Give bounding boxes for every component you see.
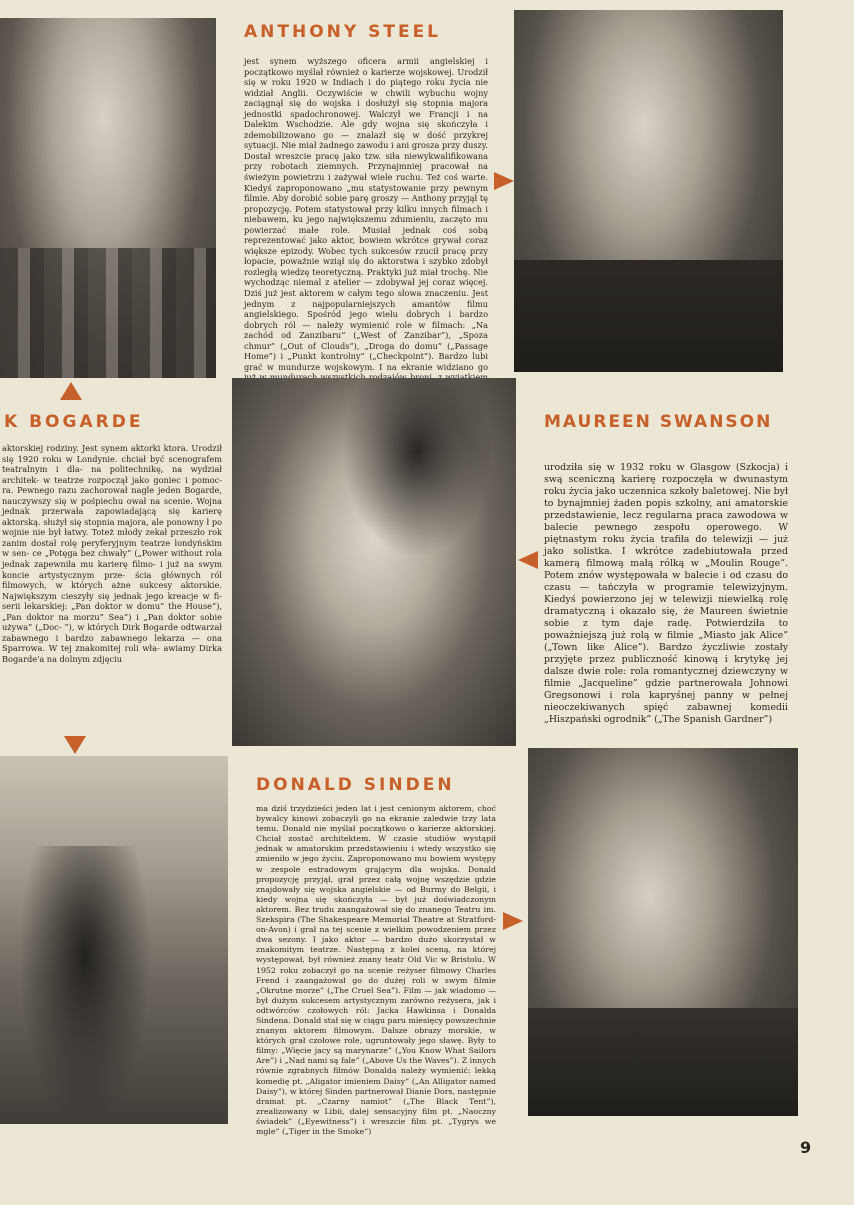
arrow-down-icon bbox=[64, 736, 86, 754]
arrow-left-icon bbox=[518, 551, 538, 569]
text-dirk-bogarde: aktorskiej rodziny. Jest synem aktorki ktora. Urodził się 1920 roku w Londynie. chciał być scenografem teatralnym i dla- na politechnikę, na wydział architek- w teatrze rozpoczął jako goniec i pomoc- ra. Pewnego razu zachorował nagle jeden Bogarde, nauczywszy się w pośpiechu ował na scenie. Wojna jednak przerwała zapowiadającą się karierę aktorską. służył się stopnia majora, ale ponowny ł po wojnie nie był łatwy. Toteż młody zekał przeszło rok zanim dostał rolę peryferyjnym teatrze londyńskim w sen- ce „Potęga bez chwały” („Power without rola jednak zapewniła mu karierę filmo- i już na swym koncie artystycznym prze- ścia głównych ról filmowych, w których ażne sukcesy aktorskie. Największym cieszyły się jednak jego kreacje w fi- serii lekarskiej: „Pan doktor w domu” the House”), „Pan doktor na morzu” Sea”) i „Pan doktor sobie używa” („Doc- ”), w których Dirk Bogarde odtwarzał zabawnego i bardzo zabawnego lekarza — ona Sparrowa. W tej znakomitej roli wła- awiamy Dirka Bogarde'a na dolnym zdjęciu bbox=[2, 443, 222, 664]
heading-donald-sinden: DONALD SINDEN bbox=[256, 775, 455, 795]
text-maureen-swanson: urodziła się w 1932 roku w Glasgow (Szkocja) i swą sceniczną karierę rozpoczęła w dwunastym roku życia jako uczennica szkoły baletowej. Nie był to bynajmniej żaden popis szkolny, ani amatorskie przedstawienie, lecz regularna praca zawodowa w balecie pewnego zespołu operowego. W piętnastym roku życia trafiła do telewizji — już jako solistka. I wkrótce zadebiutowała przed kamerą filmową małą rólką w „Moulin Rouge”. Potem znów występowała w balecie i od czasu do czasu — tańczyła w programie telewizyjnym. Kiedyś powierzono jej w telewizji niewielką rolę dramatyczną i okazało się, że Maureen świetnie sobie z tym daje radę. Potwierdziła to poważniejszą już rolą w filmie „Miasto jak Alice” („Town like Alice”). Bardzo życzliwie zostały przyjęte przez publiczność kinową i krytykę jej dalsze dwie role: rola romantycznej dziewczyny w filmie „Jacqueline” gdzie partnerowała Johnowi Gregsonowi i rola kapryśnej panny w pełnej nieoczekiwanych spięć zabawnej komedii „Hiszpański ogrodnik” („The Spanish Gardner”) bbox=[544, 462, 788, 725]
photo-dirk-bogarde-doctor bbox=[0, 756, 228, 1124]
text-anthony-steel: jest synem wyższego oficera armii angielskiej i początkowo myślał również o karierze wojskowej. Urodził się w roku 1920 w Indiach i do piątego roku życia nie widział Anglii. Oczywiście w chwili wybuchu wojny zaciągnął się do wojska i dosłużył się stopnia majora jednostki spadochronowej. Walczył we Francji i na Dalekim Wschodzie. Ale gdy wojna się skończyła i zdemobilizowano go — znalazł się w dość przykrej sytuacji. Nie miał żadnego zawodu i ani grosza przy duszy. Dostał wreszcie pracę jako tzw. siła niewykwalifikowana przy robotach ziemnych. Przynajmniej pracował na świeżym powietrzu i zażywał wiele ruchu. Też coś warte. Kiedyś zaproponowano „mu statystowanie przy pewnym filmie. Aby dorobić sobie parę groszy — Anthony przyjął tę propozycję. Potem statystował przy kilku innych filmach i niebawem, ku jego największemu zdumieniu, zaczęto mu powierzać małe role. Musiał jednak coś sobą reprezentować jako aktor, bowiem wkrótce grywał coraz większe epizody. Wobec tych sukcesów rzucił pracę przy łopacie, poważnie wziął się do aktorstwa i szybko zdobył rozległą wiedzę teoretyczną. Praktyki już miał trochę. Nie wychodząc niemal z atelier — zdobywał jej coraz więcej. Dziś już jest aktorem w całym tego słowa znaczeniu. Jest jednym z najpopularniejszych amantów filmu angielskiego. Spośród jego wielu dobrych i bardzo dobrych ról — należy wymienić role w filmach: „Na zachód od Zanzibaru” („West of Zanzibar”), „Spoza chmur” („Out of Clouds”), „Droga do domu” („Passage Home”) i „Punkt kontrolny” („Checkpoint”). Bardzo lubi grać w mundurze wojskowym. I na ekranie widziano go bbox=[244, 56, 488, 372]
heading-anthony-steel: ANTHONY STEEL bbox=[244, 22, 442, 42]
heading-dirk-bogarde: K BOGARDE bbox=[4, 412, 144, 432]
arrow-right-icon bbox=[494, 172, 514, 190]
photo-maureen-swanson bbox=[232, 378, 516, 746]
arrow-right-icon bbox=[503, 912, 523, 930]
arrow-up-icon bbox=[60, 382, 82, 400]
heading-maureen-swanson: MAUREEN SWANSON bbox=[544, 412, 773, 432]
photo-donald-sinden bbox=[528, 748, 798, 1116]
page-number: 9 bbox=[800, 1138, 812, 1157]
photo-dirk-bogarde-portrait bbox=[0, 18, 216, 378]
text-donald-sinden: ma dziś trzydzieści jeden lat i jest cenionym aktorem, choć bywalcy kinowi zobaczyli go na ekranie zaledwie trzy lata temu. Donald nie myślał początkowo o karierze aktorskiej. Chciał zostać architektem. W czasie studiów wystąpił jednak w amatorskim przedstawieniu i wtedy wszystko się zmieniło w jego życiu. Zaproponowano mu bowiem występy w zespole estradowym grającym dla wojska. Donald propozycję przyjął, grał przez całą wojnę wszędzie gdzie znajdowały się wojska angielskie — od Burmy do Belgii, i kiedy wojna się skończyła — był już doświadczonym aktorem. Bez trudu zaangażował się do znanego Teatru im. Szekspira (The Shakespeare Memorial Theatre at Stratford-on-Avon) i grał na tej scenie z wielkim powodzeniem przez dwa sezony. I jako aktor — bardzo dużo skorzystał w znakomitym teatrze. Następną z kolei sceną, na której występował, był również znany teatr Old Vic w Bristolu. W 1952 roku zobaczył go na scenie reżyser filmowy Charles Frend i zaangażował go do dużej roli w swym filmie „Okrutne morze” („The Cruel Sea”). Film — jak wiadomo — był dużym sukcesem artystycznym zarówno reżysera, jak i odtwórców czołowych ról: Jacka Hawkinsa i Donalda Sindena. Donald stał się w ciągu paru miesięcy powszechnie znanym aktorem filmowym. Dalsze obrazy morskie, w których grał czołowe role, ugruntowały jego sławę. Były to filmy: „Więcie jacy są marynarze” („You Know What Sailors Are”) i „Nad nami są fale” („Above Us the Waves”). Z innych równie zgrabnych filmów Donalda należy wymienić: lekką komedię pt. „Aligator imieniem Daisy” („An Alligator named Daisy”), w której Sinden partnerował Dianie Dors, następnie dramat pt. „Czarny namiot” („The Black Tent”), zrealizowany w Libii, dalej sensacyjny film pt. „Naoczny świadek” („Eyewitness”) i wreszcie film pt. „Tygrys we mgle” („Tiger in the Smoke”) bbox=[256, 804, 496, 1136]
photo-anthony-steel bbox=[514, 10, 783, 372]
